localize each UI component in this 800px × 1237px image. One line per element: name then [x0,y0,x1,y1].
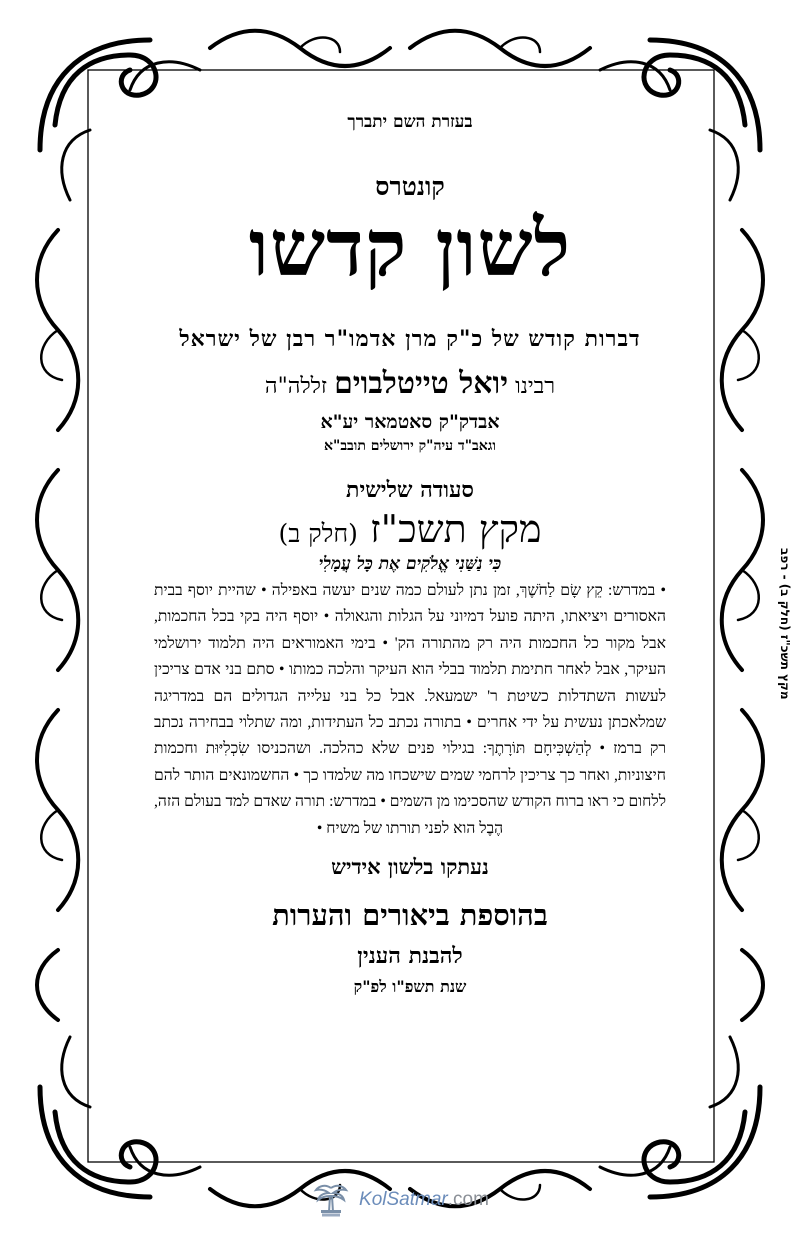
translation-note: נעתקו בלשון אידיש [331,854,489,880]
author-suffix: זללה"ה [264,374,328,399]
title-page [150,112,670,997]
blessing-header: בעזרת השם יתברך [347,112,473,132]
site-footer [0,1180,800,1220]
parsha-name: מקץ תשכ"ז [370,507,542,551]
author-name-line [150,366,670,401]
author-title: אבדק"ק סאטמאר יע"א [320,411,500,433]
kuntres-label: קונטרס [375,172,445,201]
purpose-note: להבנת הענין [357,943,463,970]
additions-note: בהוספת ביאורים והערות [272,898,548,933]
meal-label: סעודה שלישית [346,477,474,503]
verse-line: כִּי נַשַּׁנִי אֱלֹקִים אֶת כָּל עֲמָלִי [318,554,502,574]
side-page-label: מקץ תשכ"ז (חלק ב) - רפב [778,548,792,700]
palm-tree-books-icon [311,1180,351,1220]
author-subtitle: וגאב"ד עיה"ק ירושלים תובב"א [324,438,496,454]
year-line: שנת תשפ"ו לפ"ק [353,977,467,997]
summary-paragraph: • במדרש: קֵץ שָׂם לַחֹשֶׁךְ, זמן נתן לעולם כמה שנים יעשה באפילה • שהיית יוסף בבית האסורים ויציאתו, היתה פועל דמיוני על הגלות והגאולה • יוסף היה בקי בכל החכמות, אבל מקור כל החכמות היה רק מהתורה הק' • בימי האמוראים היה תלמוד ירושלמי העיקר, אבל לאחר חתימת תלמוד בבלי הוא העיקר והלכה כמותו • סתם בני אדם צריכין לעשות השתדלות כשיטת ר' ישמעאל. אבל כל בני עלייה הגדולים הם במדריגה שמלאכתן נעשית על ידי אחרים • בתורה נכתב כל העתידות, ומה שתלוי בבחירה נכתב רק ברמז • לְהַשְׁכִּיחָם תּוֹרָתֶךָ: בגילוי פנים שלא כהלכה. ושהכניסו שִׂכְלִיּוּת וחכמות חיצוניות, ואחר כך צריכין לרחמי שמים שישכחו מה שלמדו כך • החשמונאים הותר להם ללחום כי ראו ברוח הקודש שהסכימו מן השמים • במדרש: תורה שאדם למד בעולם הזה, הֶבֶל הוא לפני תורתו של משיח • [154,582,666,837]
brand-name: KolSatmar [359,1189,448,1210]
main-title: לשון קדשו [248,203,572,294]
site-brand[interactable] [359,1189,489,1211]
parsha-part: (חלק ב) [278,519,358,548]
author-prefix: רבינו [515,374,556,399]
brand-domain: .com [447,1189,489,1210]
author-name: יואל טייטלבוים [334,366,509,401]
author-intro: דברות קודש של כ"ק מרן אדמו"ר רבן של ישראל [179,326,641,352]
parsha-title [150,507,670,552]
